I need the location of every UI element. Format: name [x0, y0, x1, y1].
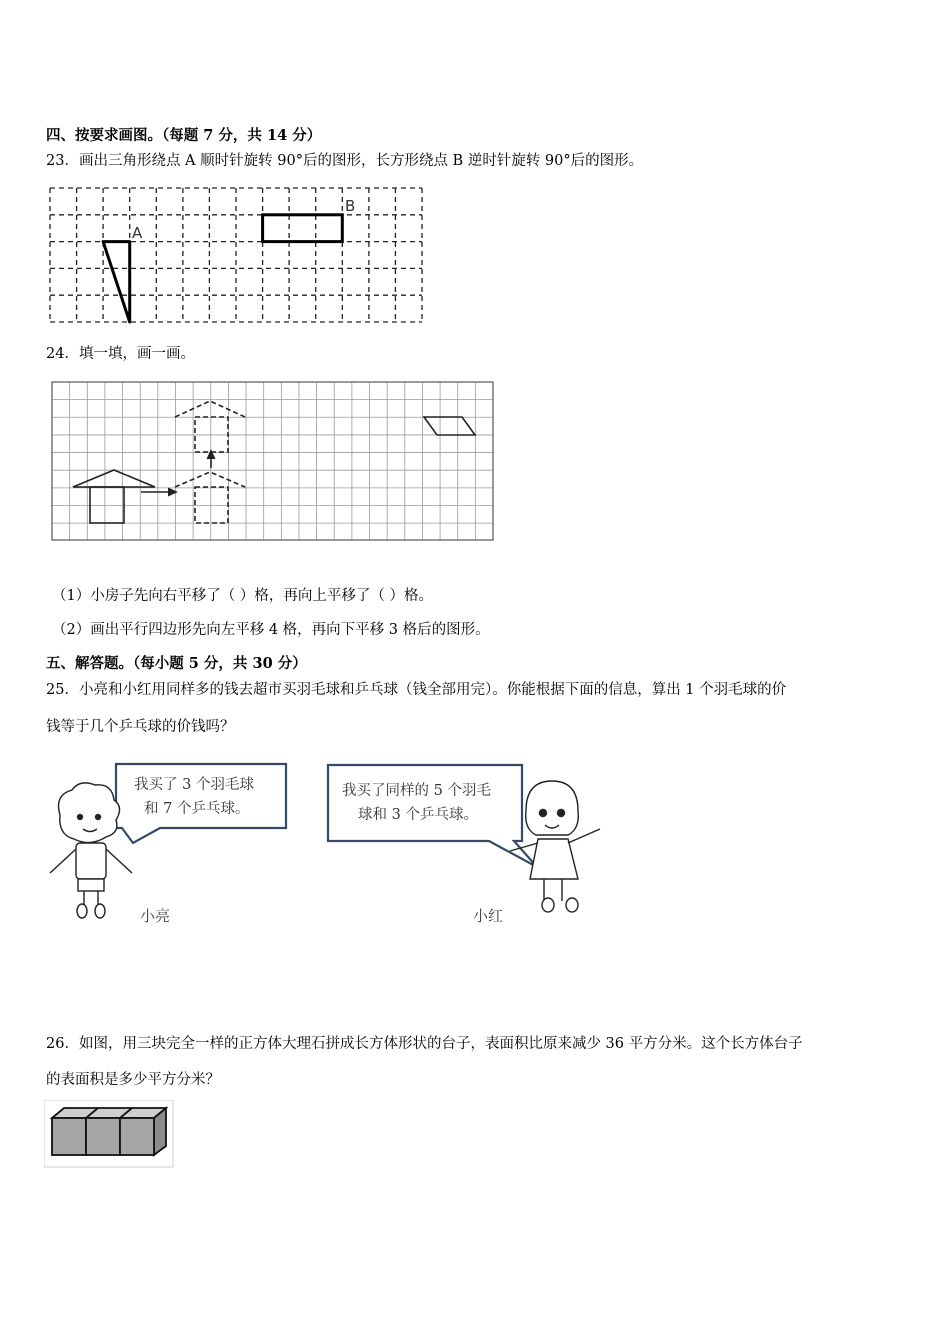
cube-1-front: [52, 1118, 86, 1155]
rectangle-shape: [263, 215, 343, 242]
cuboid-top-face: [52, 1108, 166, 1118]
question-24-text: 24．填一填，画一画。: [46, 346, 195, 362]
shopping-illustration: [40, 755, 620, 935]
boy-speech-line1: 我买了 3 个羽毛球: [134, 777, 254, 793]
boy-speech-line2: 和 7 个乒乓球。: [144, 801, 250, 817]
cube-2-front: [86, 1118, 120, 1155]
arrow-up-icon: [207, 449, 216, 459]
final-house-body: [195, 417, 228, 452]
question-26-line1: 26．如图，用三块完全一样的正方体大理石拼成长方体形状的台子，表面积比原来减少 36 平方分米。这个长方体台子: [46, 1036, 803, 1052]
dashed-grid: [50, 188, 422, 322]
moved-house-roof: [175, 472, 245, 487]
girl-figure: [510, 781, 600, 912]
final-house-roof: [175, 401, 245, 417]
point-b-label: B: [345, 197, 356, 215]
girl-name-label: 小红: [473, 907, 504, 925]
translation-grid-figure: [50, 380, 496, 544]
parallelogram-shape: [424, 417, 475, 435]
girl-speech-line1: 我买了同样的 5 个羽毛: [342, 783, 491, 799]
section-heading-4: 四、按要求画图。（每题 7 分，共 14 分）: [46, 127, 322, 144]
cuboid-figure: [44, 1100, 174, 1168]
question-25-line2: 钱等于几个乒乓球的价钱吗？: [46, 719, 235, 735]
cube-3-front: [120, 1118, 154, 1155]
question-23-text: 23．画出三角形绕点 A 顺时针旋转 90°后的图形，长方形绕点 B 逆时针旋转 90°后的图形。: [46, 153, 644, 169]
fine-grid: [52, 382, 493, 540]
house-roof: [73, 470, 155, 487]
arrow-right-icon: [168, 488, 178, 497]
boy-speech-bubble: [116, 764, 286, 843]
point-a-label: A: [132, 224, 143, 242]
question-24-sub1: （1）小房子先向右平移了（ ）格，再向上平移了（ ）格。: [52, 588, 433, 604]
rotation-grid-figure: [45, 183, 430, 328]
girl-speech-line2: 球和 3 个乒乓球。: [358, 807, 478, 823]
question-25-line1: 25．小亮和小红用同样多的钱去超市买羽毛球和乒乓球（钱全部用完）。你能根据下面的信息，算出 1 个羽毛球的价: [46, 682, 787, 698]
question-24-sub2: （2）画出平行四边形先向左平移 4 格，再向下平移 3 格后的图形。: [52, 622, 490, 638]
section-heading-5: 五、解答题。（每小题 5 分，共 30 分）: [46, 655, 307, 672]
house-body: [90, 487, 124, 523]
boy-name-label: 小亮: [140, 907, 171, 925]
question-26-line2: 的表面积是多少平方分米？: [46, 1072, 220, 1088]
triangle-shape: [103, 242, 130, 322]
moved-house-body: [195, 487, 228, 523]
girl-speech-bubble: [328, 765, 537, 867]
